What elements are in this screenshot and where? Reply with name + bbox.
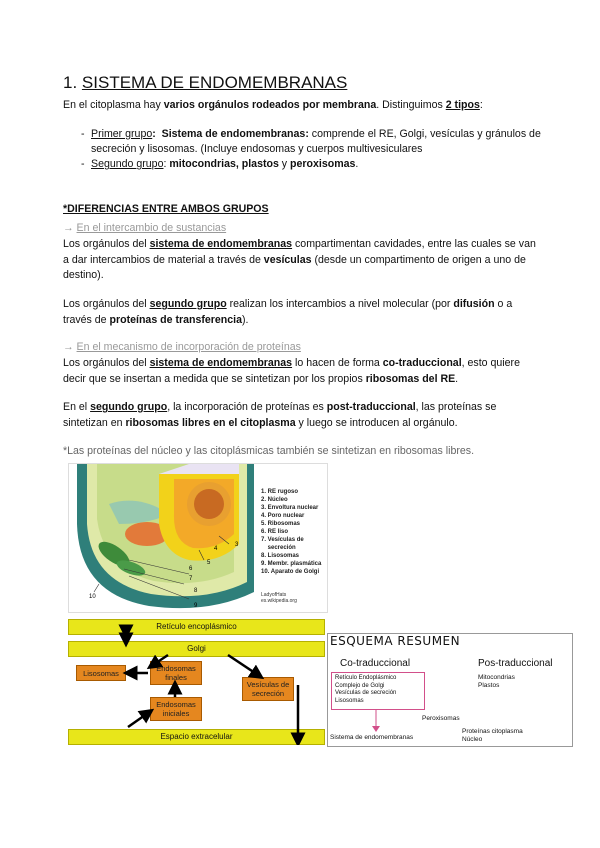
cell-illustration [68,463,328,613]
list-item: - Primer grupo: Sistema de endomembranas: comprende el RE, Golgi, vesículas y gránulos de secreción y lisosomas. (Incluye endosomas y cuerpos multivesiculares [81,128,541,155]
cell-number-label: 6 [189,566,193,572]
cell-number-label: 3 [235,542,239,548]
paragraph-proteins-second-group: En el segundo grupo, la incorporación de proteínas es post-traduccional, las proteínas se sintetizan en ribosomas libres en el citoplasma y luego se introducen al orgánulo. [63,401,497,429]
section-heading-proteins: → En el mecanismo de incorporación de proteínas [63,341,301,353]
cell-number-label: 5 [207,560,211,566]
lisosomas-box: Lisosomas [76,665,126,681]
cell-number-label: 4 [214,546,218,552]
endomembrane-flow-diagram [68,615,323,745]
endosomas-iniciales-box: Endosomas iniciales [150,697,202,721]
flow-arrows [68,615,323,745]
cell-number-label: 10 [89,594,96,600]
golgi-band: Golgi [68,641,325,657]
sistema-endomembranas-label: Sistema de endomembranas [330,734,414,741]
down-arrow-icon [366,710,386,734]
paragraph-proteins-endomembranes: Los orgánulos del sistema de endomembranas lo hacen de forma co-traduccional, esto quiere decir que se insertan a medida que se sintetizan por los propios ribosomas del RE. [63,357,520,385]
cell-number-label: 9 [194,603,198,609]
list-item: - Segundo grupo: mitocondrias, plastos y peroxisomas. [81,158,359,170]
cell-number-label: 7 [189,576,193,582]
footnote: *Las proteínas del núcleo y las citoplásmicas también se sintetizan en ribosomas libres. [63,445,475,457]
paragraph-exchange-second-group: Los orgánulos del segundo grupo realizan los intercambios a nivel molecular (por difusión o a través de proteínas de transferencia). [63,298,513,326]
peroxisomas-label: Peroxisomas [422,715,460,722]
vesiculas-box: Vesículas de secreción [242,677,294,701]
post-traduccional-items: Mitocondrias Plastos [478,674,515,689]
co-traduccional-items: Retículo Endoplásmico Complejo de Golgi Vesículas de secreción Lisosomas [331,672,425,710]
groups-list [63,127,543,172]
post-traduccional-label: Pos-traduccional [478,658,553,669]
summary-scheme [327,633,573,747]
endosomas-finales-box: Endosomas finales [150,661,202,685]
proteinas-labels: Proteínas citoplasma Núcleo [462,728,523,743]
cell-legend: 1. RE rugoso 2. Núcleo 3. Envoltura nuclear 4. Poro nuclear 5. Ribosomas 6. RE liso 7. Vesículas de secreción 8. Lisosomas 9. Membr. plasmática 10. Aparato de Golgi [261,489,322,575]
page-title: 1. SISTEMA DE ENDOMEMBRANAS [63,73,348,92]
section-heading-exchange: → En el intercambio de sustancias [63,222,227,234]
extracellular-band: Espacio extracelular [68,729,325,745]
paragraph-exchange-endomembranes: Los orgánulos del sistema de endomembranas compartimentan cavidades, entre las cuales se van a dar intercambios de material a través de vesículas (desde un compartimento de origen a uno de destino). [63,238,536,281]
summary-header: ESQUEMA RESUMEN [330,634,461,648]
differences-heading: *DIFERENCIAS ENTRE AMBOS GRUPOS [63,203,269,215]
co-traduccional-label: Co-traduccional [340,658,411,669]
intro-paragraph: En el citoplasma hay varios orgánulos rodeados por membrana. Distinguimos 2 tipos: [63,99,483,111]
reticulo-band: Retículo encoplásmico [68,619,325,635]
cell-drawing [69,464,259,612]
cell-number-label: 8 [194,588,198,594]
image-credit: LadyofHats es.wikipedia.org [261,592,297,604]
